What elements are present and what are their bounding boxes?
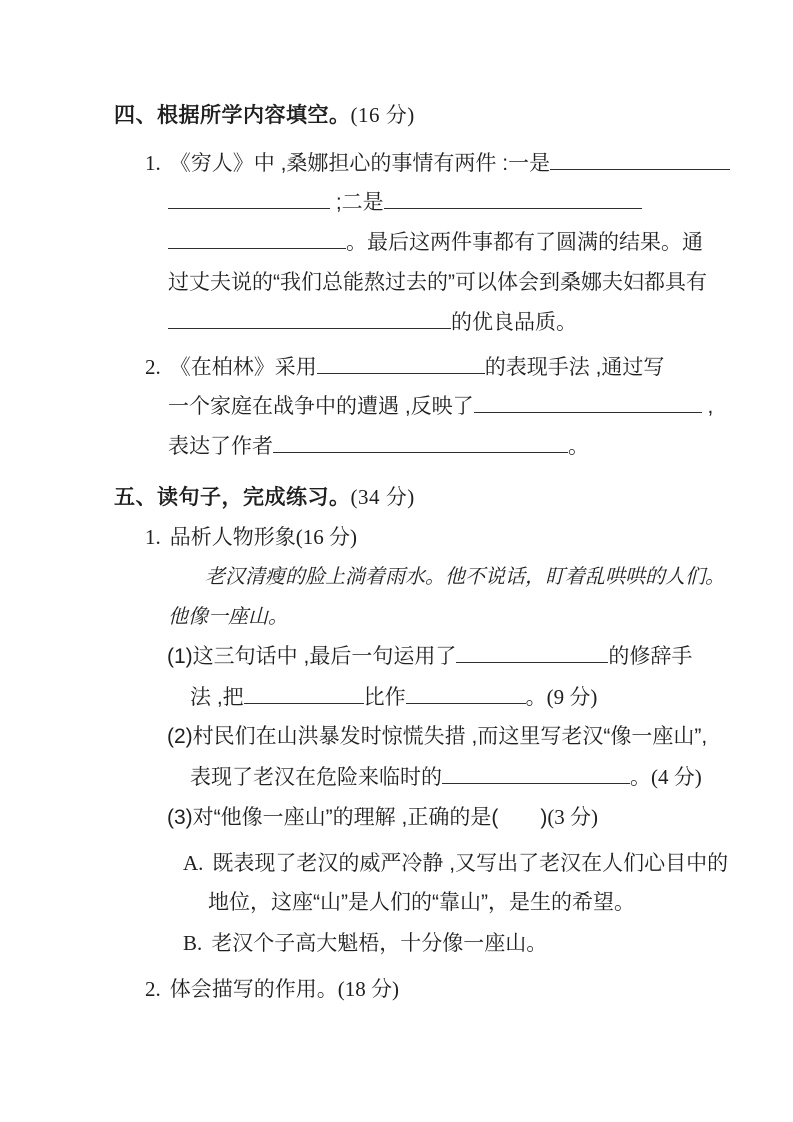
section5-heading-text: 五、读句子，完成练习。 (114, 486, 351, 509)
item-score: (16 分) (295, 525, 357, 549)
item-label: 体会描写的作用。 (169, 978, 338, 1001)
option-a-line2 (208, 883, 679, 923)
sub-question-number: (1) (167, 645, 193, 668)
answer-blank (244, 688, 364, 704)
answer-blank (474, 397, 702, 413)
item-score: (18 分) (337, 977, 399, 1001)
section5-heading (114, 477, 679, 517)
question-text: 的修辞手 (608, 645, 693, 668)
question-text: 的优良品质。 (451, 311, 577, 334)
passage-text: 老汉清瘦的脸上淌着雨水。他不说话，盯着乱哄哄的人们。 (205, 566, 725, 588)
question-text: , (701, 395, 714, 418)
answer-blank (168, 313, 451, 329)
worksheet-content (114, 0, 729, 1009)
sub-question-score: (3 分) (547, 805, 599, 829)
answer-blank (168, 193, 330, 209)
q4-item2-line1 (145, 347, 679, 387)
question-text: 。最后这两件事都有了圆满的结果。通 (346, 231, 703, 254)
section4-heading (114, 95, 679, 135)
item-number: 1. (145, 525, 161, 549)
item-label: 品析人物形象 (169, 526, 296, 549)
q5-item1-label (145, 517, 679, 557)
q4-item1-line4 (168, 263, 707, 303)
question-text: 。 (630, 766, 651, 789)
question-text: 《在柏林》采用 (169, 356, 317, 379)
option-letter: B. (183, 931, 203, 955)
question-text: 《穷人》中 ,桑娜担心的事情有两件 :一是 (169, 152, 551, 175)
sub-question-score: (9 分) (546, 685, 598, 709)
question-text: 法 ,把 (190, 686, 244, 709)
passage-line2 (168, 597, 679, 637)
question-text: 过丈夫说的“我们总能熬过去的”可以体会到桑娜夫妇都具有 (168, 271, 707, 294)
question-text: 一个家庭在战争中的遭遇 ,反映了 (168, 395, 474, 418)
answer-blank (273, 437, 568, 453)
answer-blank (550, 154, 730, 170)
question-text: 对“他像一座山”的理解 ,正确的是( ) (192, 806, 548, 829)
option-text: 老汉个子高大魁梧，十分像一座山。 (211, 932, 548, 955)
q4-item2-line3 (168, 427, 679, 467)
q4-item2-line2 (168, 387, 714, 427)
item-number: 2. (145, 355, 161, 379)
answer-blank (317, 358, 485, 374)
question-text: 表达了作者 (168, 435, 273, 458)
q4-item1-line5 (168, 303, 679, 343)
sub-question1-line1 (167, 637, 693, 677)
sub-question-score: (4 分) (651, 765, 702, 789)
item-number: 2. (145, 977, 161, 1001)
answer-blank (442, 768, 630, 784)
section4-heading-text: 四、根据所学内容填空。 (114, 104, 351, 127)
q4-item1-line3 (168, 223, 703, 263)
section5-score: (34 分) (350, 485, 415, 509)
sub-question3-line1 (167, 797, 679, 837)
option-text: 地位，这座“山”是人们的“靠山”，是生的希望。 (208, 891, 635, 914)
option-letter: A. (183, 851, 204, 875)
answer-blank (168, 233, 346, 249)
sub-question2-line1 (167, 717, 708, 757)
question-text: ;二是 (330, 191, 384, 214)
question-text: 村民们在山洪暴发时惊慌失措 ,而这里写老汉“像一座山”, (192, 725, 708, 748)
sub-question1-line2 (190, 677, 679, 717)
question-text: 表现了老汉在危险来临时的 (190, 766, 442, 789)
answer-blank (406, 688, 526, 704)
sub-question-number: (2) (167, 725, 193, 748)
sub-question-number: (3) (167, 806, 193, 829)
question-text: 这三句话中 ,最后一句运用了 (192, 645, 457, 668)
option-a-line1 (183, 843, 729, 883)
passage-line1 (205, 557, 725, 597)
option-text: 既表现了老汉的威严冷静 ,又写出了老汉在人们心目中的 (212, 852, 729, 875)
q5-item2-label (145, 969, 679, 1009)
option-b-line1 (183, 923, 679, 963)
item-number: 1. (145, 151, 161, 175)
q4-item1-line2 (168, 183, 679, 223)
sub-question2-line2 (190, 757, 702, 797)
passage-text: 他像一座山。 (168, 606, 288, 628)
answer-blank (384, 193, 642, 209)
section4-score: (16 分) (350, 103, 415, 127)
question-text: 比作 (363, 686, 406, 709)
q4-item1-line1 (145, 143, 679, 183)
question-text: 的表现手法 ,通过写 (484, 356, 665, 379)
question-text: 。 (525, 686, 547, 709)
question-text: 。 (568, 435, 589, 458)
answer-blank (456, 647, 608, 663)
